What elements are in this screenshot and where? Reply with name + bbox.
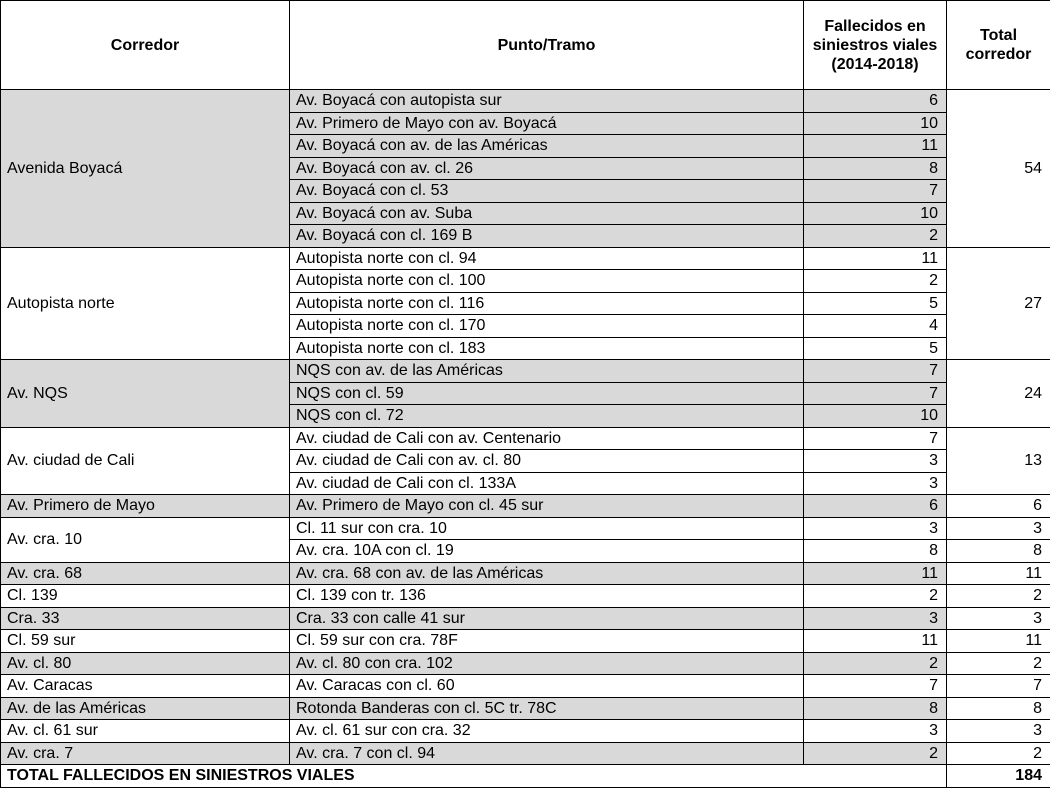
punto-tramo-cell: Av. cra. 68 con av. de las Américas <box>290 562 804 585</box>
table-row <box>1 517 1050 540</box>
punto-tramo-cell: Av. Boyacá con cl. 169 B <box>290 225 804 248</box>
punto-tramo-cell: Autopista norte con cl. 100 <box>290 270 804 293</box>
total-corredor-cell: 7 <box>947 675 1050 698</box>
total-corredor-cell: 3 <box>947 720 1050 743</box>
header-row <box>1 1 1050 90</box>
corredor-cell: Av. NQS <box>1 360 290 428</box>
total-corredor-cell: 2 <box>947 742 1050 765</box>
corredor-cell: Av. cra. 68 <box>1 562 290 585</box>
fallecidos-cell: 2 <box>804 585 947 608</box>
punto-tramo-cell: Cra. 33 con calle 41 sur <box>290 607 804 630</box>
header-corredor: Corredor <box>1 1 290 90</box>
header-total-corredor: Total corredor <box>947 1 1050 90</box>
punto-tramo-cell: Av. cl. 61 sur con cra. 32 <box>290 720 804 743</box>
fallecidos-cell: 3 <box>804 720 947 743</box>
grand-total-value: 184 <box>947 765 1050 788</box>
fallecidos-cell: 7 <box>804 382 947 405</box>
fallecidos-cell: 3 <box>804 472 947 495</box>
table-row <box>1 562 1050 585</box>
table-row <box>1 742 1050 765</box>
header-punto-tramo: Punto/Tramo <box>290 1 804 90</box>
punto-tramo-cell: NQS con cl. 72 <box>290 405 804 428</box>
fallecidos-cell: 4 <box>804 315 947 338</box>
punto-tramo-cell: Av. Boyacá con av. cl. 26 <box>290 157 804 180</box>
fallecidos-cell: 2 <box>804 270 947 293</box>
table-row <box>1 607 1050 630</box>
fallecidos-cell: 11 <box>804 630 947 653</box>
corredor-cell: Cra. 33 <box>1 607 290 630</box>
punto-tramo-cell: Av. Boyacá con av. de las Américas <box>290 135 804 158</box>
punto-tramo-cell: Av. Boyacá con autopista sur <box>290 90 804 113</box>
punto-tramo-cell: NQS con cl. 59 <box>290 382 804 405</box>
fallecidos-cell: 7 <box>804 675 947 698</box>
total-corredor-cell: 8 <box>947 697 1050 720</box>
punto-tramo-cell: Av. Primero de Mayo con cl. 45 sur <box>290 495 804 518</box>
table-row <box>1 720 1050 743</box>
fallecidos-cell: 8 <box>804 697 947 720</box>
punto-tramo-cell: Autopista norte con cl. 183 <box>290 337 804 360</box>
table-row <box>1 675 1050 698</box>
punto-tramo-cell: Autopista norte con cl. 170 <box>290 315 804 338</box>
fallecidos-cell: 2 <box>804 742 947 765</box>
total-corredor-cell: 11 <box>947 630 1050 653</box>
fallecidos-cell: 2 <box>804 652 947 675</box>
fallecidos-cell: 3 <box>804 450 947 473</box>
fallecidos-cell: 3 <box>804 517 947 540</box>
corredor-cell: Cl. 59 sur <box>1 630 290 653</box>
corredor-cell: Av. cra. 10 <box>1 517 290 562</box>
table-row <box>1 360 1050 383</box>
fallecidos-cell: 7 <box>804 180 947 203</box>
table-row <box>1 90 1050 113</box>
total-corredor-cell: 6 <box>947 495 1050 518</box>
punto-tramo-cell: Av. Primero de Mayo con av. Boyacá <box>290 112 804 135</box>
corredor-cell: Av. de las Américas <box>1 697 290 720</box>
table-row <box>1 630 1050 653</box>
header-fallecidos: Fallecidos en siniestros viales (2014-2018) <box>804 1 947 90</box>
table-row <box>1 495 1050 518</box>
fallecidos-cell: 11 <box>804 135 947 158</box>
fallecidos-cell: 10 <box>804 202 947 225</box>
punto-tramo-cell: Av. ciudad de Cali con av. Centenario <box>290 427 804 450</box>
fallecidos-cell: 7 <box>804 427 947 450</box>
total-corredor-cell: 27 <box>947 247 1050 360</box>
total-corredor-cell: 11 <box>947 562 1050 585</box>
fallecidos-cell: 8 <box>804 540 947 563</box>
punto-tramo-cell: Av. Boyacá con av. Suba <box>290 202 804 225</box>
fallecidos-cell: 2 <box>804 225 947 248</box>
punto-tramo-cell: Rotonda Banderas con cl. 5C tr. 78C <box>290 697 804 720</box>
fallecidos-cell: 8 <box>804 157 947 180</box>
corredor-cell: Avenida Boyacá <box>1 90 290 248</box>
punto-tramo-cell: Cl. 59 sur con cra. 78F <box>290 630 804 653</box>
corredor-cell: Av. cl. 80 <box>1 652 290 675</box>
table-row <box>1 652 1050 675</box>
total-corredor-cell: 3 <box>947 517 1050 540</box>
punto-tramo-cell: Av. cra. 10A con cl. 19 <box>290 540 804 563</box>
punto-tramo-cell: Autopista norte con cl. 94 <box>290 247 804 270</box>
fallecidos-cell: 6 <box>804 90 947 113</box>
total-corredor-cell: 2 <box>947 585 1050 608</box>
corredor-cell: Av. Caracas <box>1 675 290 698</box>
table-row <box>1 697 1050 720</box>
table-row <box>1 585 1050 608</box>
total-corredor-cell: 24 <box>947 360 1050 428</box>
punto-tramo-cell: Autopista norte con cl. 116 <box>290 292 804 315</box>
total-corredor-cell: 13 <box>947 427 1050 495</box>
corredor-cell: Cl. 139 <box>1 585 290 608</box>
punto-tramo-cell: Av. ciudad de Cali con cl. 133A <box>290 472 804 495</box>
total-corredor-cell: 3 <box>947 607 1050 630</box>
table-row <box>1 247 1050 270</box>
fallecidos-cell: 11 <box>804 247 947 270</box>
punto-tramo-cell: Av. cl. 80 con cra. 102 <box>290 652 804 675</box>
total-corredor-cell: 8 <box>947 540 1050 563</box>
table-row <box>1 427 1050 450</box>
corredor-cell: Autopista norte <box>1 247 290 360</box>
fallecidos-cell: 11 <box>804 562 947 585</box>
punto-tramo-cell: NQS con av. de las Américas <box>290 360 804 383</box>
fallecidos-cell: 10 <box>804 405 947 428</box>
fallecidos-cell: 7 <box>804 360 947 383</box>
fallecidos-cell: 3 <box>804 607 947 630</box>
table-body <box>1 90 1050 765</box>
punto-tramo-cell: Av. cra. 7 con cl. 94 <box>290 742 804 765</box>
corredor-cell: Av. cl. 61 sur <box>1 720 290 743</box>
fallecidos-cell: 5 <box>804 292 947 315</box>
fallecidos-cell: 5 <box>804 337 947 360</box>
grand-total-row <box>1 765 1050 788</box>
punto-tramo-cell: Cl. 11 sur con cra. 10 <box>290 517 804 540</box>
punto-tramo-cell: Cl. 139 con tr. 136 <box>290 585 804 608</box>
grand-total-label: TOTAL FALLECIDOS EN SINIESTROS VIALES <box>1 765 947 788</box>
punto-tramo-cell: Av. Boyacá con cl. 53 <box>290 180 804 203</box>
total-corredor-cell: 54 <box>947 90 1050 248</box>
corredor-cell: Av. cra. 7 <box>1 742 290 765</box>
punto-tramo-cell: Av. Caracas con cl. 60 <box>290 675 804 698</box>
corredor-cell: Av. Primero de Mayo <box>1 495 290 518</box>
corredor-cell: Av. ciudad de Cali <box>1 427 290 495</box>
total-corredor-cell: 2 <box>947 652 1050 675</box>
punto-tramo-cell: Av. ciudad de Cali con av. cl. 80 <box>290 450 804 473</box>
fallecidos-cell: 6 <box>804 495 947 518</box>
fallecidos-cell: 10 <box>804 112 947 135</box>
